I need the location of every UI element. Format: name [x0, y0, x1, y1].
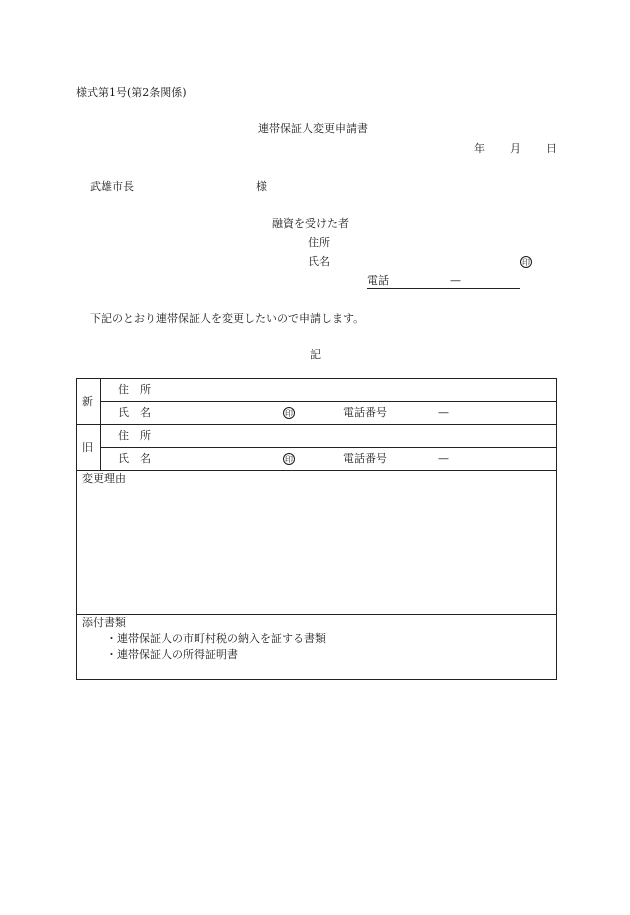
attachment-item: ・連帯保証人の市町村税の納入を証する書類 [106, 632, 326, 645]
applicant-phone-dash: — [450, 274, 461, 287]
document-title: 連帯保証人変更申請書 [258, 122, 368, 135]
change-reason-label: 変更理由 [82, 472, 126, 485]
applicant-address-label: 住所 [308, 236, 330, 249]
attachments-label: 添付書類 [82, 616, 126, 629]
new-name-label: 氏 名 [118, 406, 151, 419]
new-seal-mark: 印 [285, 409, 293, 418]
row-divider [76, 614, 557, 615]
addressee-honorific: 様 [256, 180, 267, 193]
old-seal-mark: 印 [285, 455, 293, 464]
form-number: 様式第1号(第2条関係) [76, 86, 187, 99]
new-phone-label: 電話番号 [343, 406, 387, 419]
addressee-name: 武雄市長 [90, 180, 134, 193]
old-guarantor-label: 旧 [82, 441, 93, 454]
date-month-label: 月 [510, 142, 521, 155]
applicant-name-label: 氏名 [308, 255, 330, 268]
attachment-item: ・連帯保証人の所得証明書 [106, 648, 238, 661]
date-day-label: 日 [546, 142, 557, 155]
old-address-label: 住 所 [118, 429, 151, 442]
applicant-heading: 融資を受けた者 [272, 217, 349, 230]
date-year-label: 年 [474, 142, 485, 155]
applicant-seal-mark: 印 [522, 258, 530, 267]
intro-text: 下記のとおり連帯保証人を変更したいので申請します。 [90, 312, 365, 325]
old-phone-label: 電話番号 [343, 452, 387, 465]
row-divider [100, 401, 557, 402]
new-phone-dash: — [438, 406, 449, 419]
applicant-phone-underline [367, 288, 520, 289]
row-divider [76, 470, 557, 471]
new-address-label: 住 所 [118, 383, 151, 396]
old-name-label: 氏 名 [118, 452, 151, 465]
row-divider [76, 424, 557, 425]
new-guarantor-label: 新 [82, 395, 93, 408]
old-phone-dash: — [438, 452, 449, 465]
row-divider [100, 447, 557, 448]
ki-heading: 記 [310, 348, 321, 361]
applicant-phone-label: 電話 [367, 274, 389, 287]
